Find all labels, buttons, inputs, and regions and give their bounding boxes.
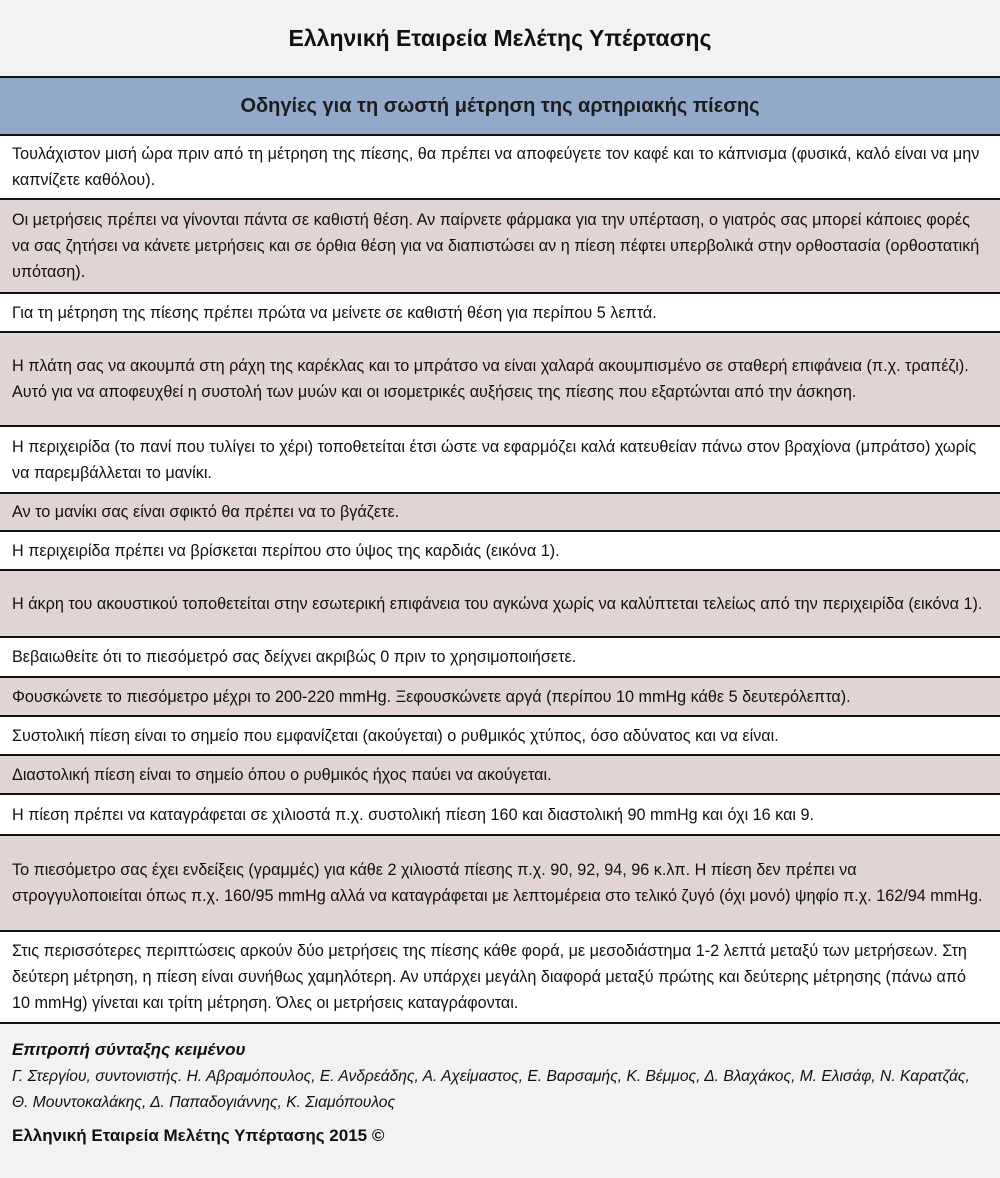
document-title: Ελληνική Εταιρεία Μελέτης Υπέρτασης [288,24,712,51]
instruction-row [0,795,1000,836]
instruction-text: Στις περισσότερες περιπτώσεις αρκούν δύο μετρήσεις της πίεσης κάθε φορά, με μεσοδιάστημα 1-2 λεπτά μεταξύ των μετρήσεων. Στη δεύτερη μέτρηση, η πίεση είναι συνήθως χαμηλότερη. Αν υπάρχει μεγάλη διαφορά μεταξύ πρώτης και δεύτερης μέτρησης (πάνω από 10 mmHg) γίνεται και τρίτη μέτρηση. Όλες οι μετρήσεις καταγράφονται. [12,942,967,1012]
instruction-row [0,494,1000,532]
instruction-text: Διαστολική πίεση είναι το σημείο όπου ο ρυθμικός ήχος παύει να ακούγεται. [12,765,552,784]
instruction-row [0,678,1000,717]
instruction-text: Συστολική πίεση είναι το σημείο που εμφανίζεται (ακούγεται) ο ρυθμικός χτύπος, όσο αδύνατος και να είναι. [12,726,779,745]
instruction-list [0,136,1000,1024]
committee-members: Γ. Στεργίου, συντονιστής. Η. Αβραμόπουλος, Ε. Ανδρεάδης, Α. Αχείμαστος, Ε. Βαρσαμής, Κ. Βέμμος, Δ. Βλαχάκος, Μ. Ελισάφ, Ν. Καρατζάς, Θ. Μουντοκαλάκης, Δ. Παπαδογιάννης, Κ. Σιαμόπουλος [12,1068,970,1111]
instruction-row [0,333,1000,427]
instruction-text: Οι μετρήσεις πρέπει να γίνονται πάντα σε καθιστή θέση. Αν παίρνετε φάρμακα για την υπέρταση, ο γιατρός σας μπορεί κάποιες φορές να σας ζητήσει να κάνετε μετρήσεις και σε όρθια θέση για να διαπιστώσει αν η πίεση πέφτει υπερβολικά στην ορθοστασία (ορθοστατική υπόταση). [12,211,980,281]
instruction-text: Τουλάχιστον μισή ώρα πριν από τη μέτρηση της πίεσης, θα πρέπει να αποφεύγετε τον καφέ και το κάπνισμα (φυσικά, καλό είναι να μην καπνίζετε καθόλου). [12,145,980,189]
instruction-text: Η πίεση πρέπει να καταγράφεται σε χιλιοστά π.χ. συστολική πίεση 160 και διαστολική 90 mmHg και όχι 16 και 9. [12,805,815,824]
instruction-row [0,932,1000,1024]
instruction-row [0,427,1000,494]
instruction-row [0,532,1000,571]
committee-heading: Επιτροπή σύνταξης κειμένου [12,1040,246,1059]
document-subtitle: Οδηγίες για τη σωστή μέτρηση της αρτηριακής πίεσης [240,94,760,117]
copyright-notice: Ελληνική Εταιρεία Μελέτης Υπέρτασης 2015 © [12,1126,385,1145]
instruction-row [0,717,1000,756]
instruction-text: Φουσκώνετε το πιεσόμετρο μέχρι το 200-220 mmHg. Ξεφουσκώνετε αργά (περίπου 10 mmHg κάθε 5 δευτερόλεπτα). [12,687,851,706]
instruction-text: Η περιχειρίδα πρέπει να βρίσκεται περίπου στο ύψος της καρδιάς (εικόνα 1). [12,541,560,560]
instruction-row [0,638,1000,678]
instruction-text: Αν το μανίκι σας είναι σφικτό θα πρέπει να το βγάζετε. [12,503,400,521]
instruction-row [0,200,1000,294]
instruction-text: Η άκρη του ακουστικού τοποθετείται στην εσωτερική επιφάνεια του αγκώνα χωρίς να καλύπτεται τελείως από την περιχειρίδα (εικόνα 1). [12,594,983,613]
instruction-text: Βεβαιωθείτε ότι το πιεσόμετρό σας δείχνει ακριβώς 0 πριν το χρησιμοποιήσετε. [12,648,577,666]
instruction-row [0,571,1000,638]
document-title-bar [0,0,1000,78]
document-footer [0,1024,1000,1178]
instruction-text: Η περιχειρίδα (το πανί που τυλίγει το χέρι) τοποθετείται έτσι ώστε να εφαρμόζει καλά κατευθείαν πάνω στον βραχίονα (μπράτσο) χωρίς να παρεμβάλλεται το μανίκι. [12,437,977,482]
instruction-text: Η πλάτη σας να ακουμπά στη ράχη της καρέκλας και το μπράτσο να είναι χαλαρά ακουμπισμένο σε σταθερή επιφάνεια (π.χ. τραπέζι). Αυτό για να αποφευχθεί η συστολή των μυών και οι ισομετρικές αυξήσεις της πίεσης που εξαρτώνται από την άσκηση. [12,357,969,401]
instruction-row [0,756,1000,795]
instruction-row [0,836,1000,932]
instruction-row [0,294,1000,333]
instruction-text: Το πιεσόμετρο σας έχει ενδείξεις (γραμμές) για κάθε 2 χιλιοστά πίεσης π.χ. 90, 92, 94, 96 κ.λπ. Η πίεση δεν πρέπει να στρογγυλοποιείται όπως π.χ. 160/95 mmHg αλλά να καταγράφεται με λεπτομέρεια στο τελικό ζυγό (όχι μονό) ψηφίο π.χ. 162/94 mmHg. [12,861,983,905]
document-subtitle-bar [0,78,1000,136]
instruction-text: Για τη μέτρηση της πίεσης πρέπει πρώτα να μείνετε σε καθιστή θέση για περίπου 5 λεπτά. [12,303,657,322]
instruction-row [0,136,1000,200]
